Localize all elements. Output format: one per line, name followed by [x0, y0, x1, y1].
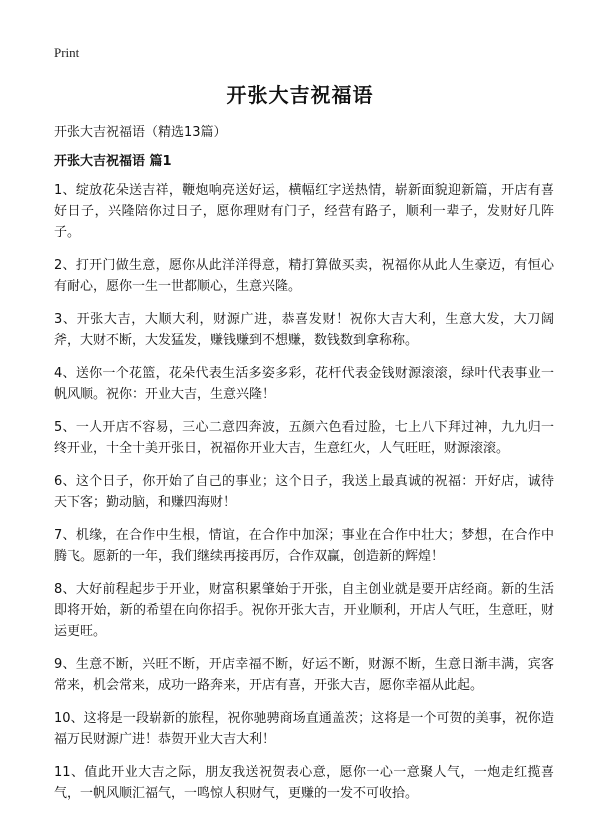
list-item: 10、这将是一段崭新的旅程，祝你驰骋商场直通盖茨；这将是一个可贺的美事，祝你造福万民财源广进！恭贺开业大吉大利！ [54, 711, 554, 747]
page-title: 开张大吉祝福语 [226, 83, 374, 107]
list-item: 2、打开门做生意，愿你从此洋洋得意，精打算做买卖，祝福你从此人生豪迈，有恒心有耐心，愿你一生一世都顺心，生意兴隆。 [54, 258, 554, 294]
list-item: 5、一人开店不容易，三心二意四奔波，五颜六色看过脸，七上八下拜过神，九九归一终开业，十全十美开张日，祝福你开业大吉，生意红火，人气旺旺，财源滚滚。 [54, 420, 554, 456]
list-item: 6、这个日子，你开始了自己的事业；这个日子，我送上最真诚的祝福：开好店，诚待天下客；勤动脑，和赚四海财！ [54, 474, 554, 510]
list-item: 4、送你一个花篮，花朵代表生活多姿多彩，花杆代表金钱财源滚滚，绿叶代表事业一帆风顺。祝你：开业大吉，生意兴隆！ [54, 366, 554, 402]
print-link[interactable]: Print [54, 45, 80, 60]
list-item: 9、生意不断，兴旺不断，开店幸福不断，好运不断，财源不断，生意日渐丰满，宾客常来，机会常来，成功一路奔来，开店有喜，开张大吉，愿你幸福从此起。 [54, 657, 554, 693]
section-heading: 开张大吉祝福语 篇1 [54, 154, 172, 169]
list-item: 11、值此开业大吉之际，朋友我送祝贺表心意，愿你一心一意聚人气，一炮走红揽喜气，一帆风顺汇福气，一鸣惊人积财气，更赚的一发不可收拾。 [54, 765, 554, 801]
list-item: 7、机缘，在合作中生根，情谊，在合作中加深；事业在合作中壮大；梦想，在合作中腾飞。愿新的一年，我们继续再接再厉，合作双赢，创造新的辉煌！ [54, 528, 554, 564]
list-item: 1、绽放花朵送吉祥，鞭炮响亮送好运，横幅红字送热情，崭新面貌迎新篇，开店有喜好日子，兴隆陪你过日子，愿你理财有门子，经营有路子，顺利一辈子，发财好几阵子。 [54, 183, 554, 240]
document-subtitle: 开张大吉祝福语（精选13篇） [54, 125, 227, 140]
list-item: 8、大好前程起步于开业，财富积累肇始于开张，自主创业就是要开店经商。新的生活即将开始，新的希望在向你招手。祝你开张大吉，开业顺利，开店人气旺，生意旺，财运更旺。 [54, 582, 554, 639]
list-item: 3、开张大吉，大顺大利，财源广进，恭喜发财！祝你大吉大利，生意大发，大刀阔斧，大财不断，大发猛发，赚钱赚到不想赚，数钱数到拿称称。 [54, 312, 554, 348]
blessing-list [54, 180, 554, 816]
